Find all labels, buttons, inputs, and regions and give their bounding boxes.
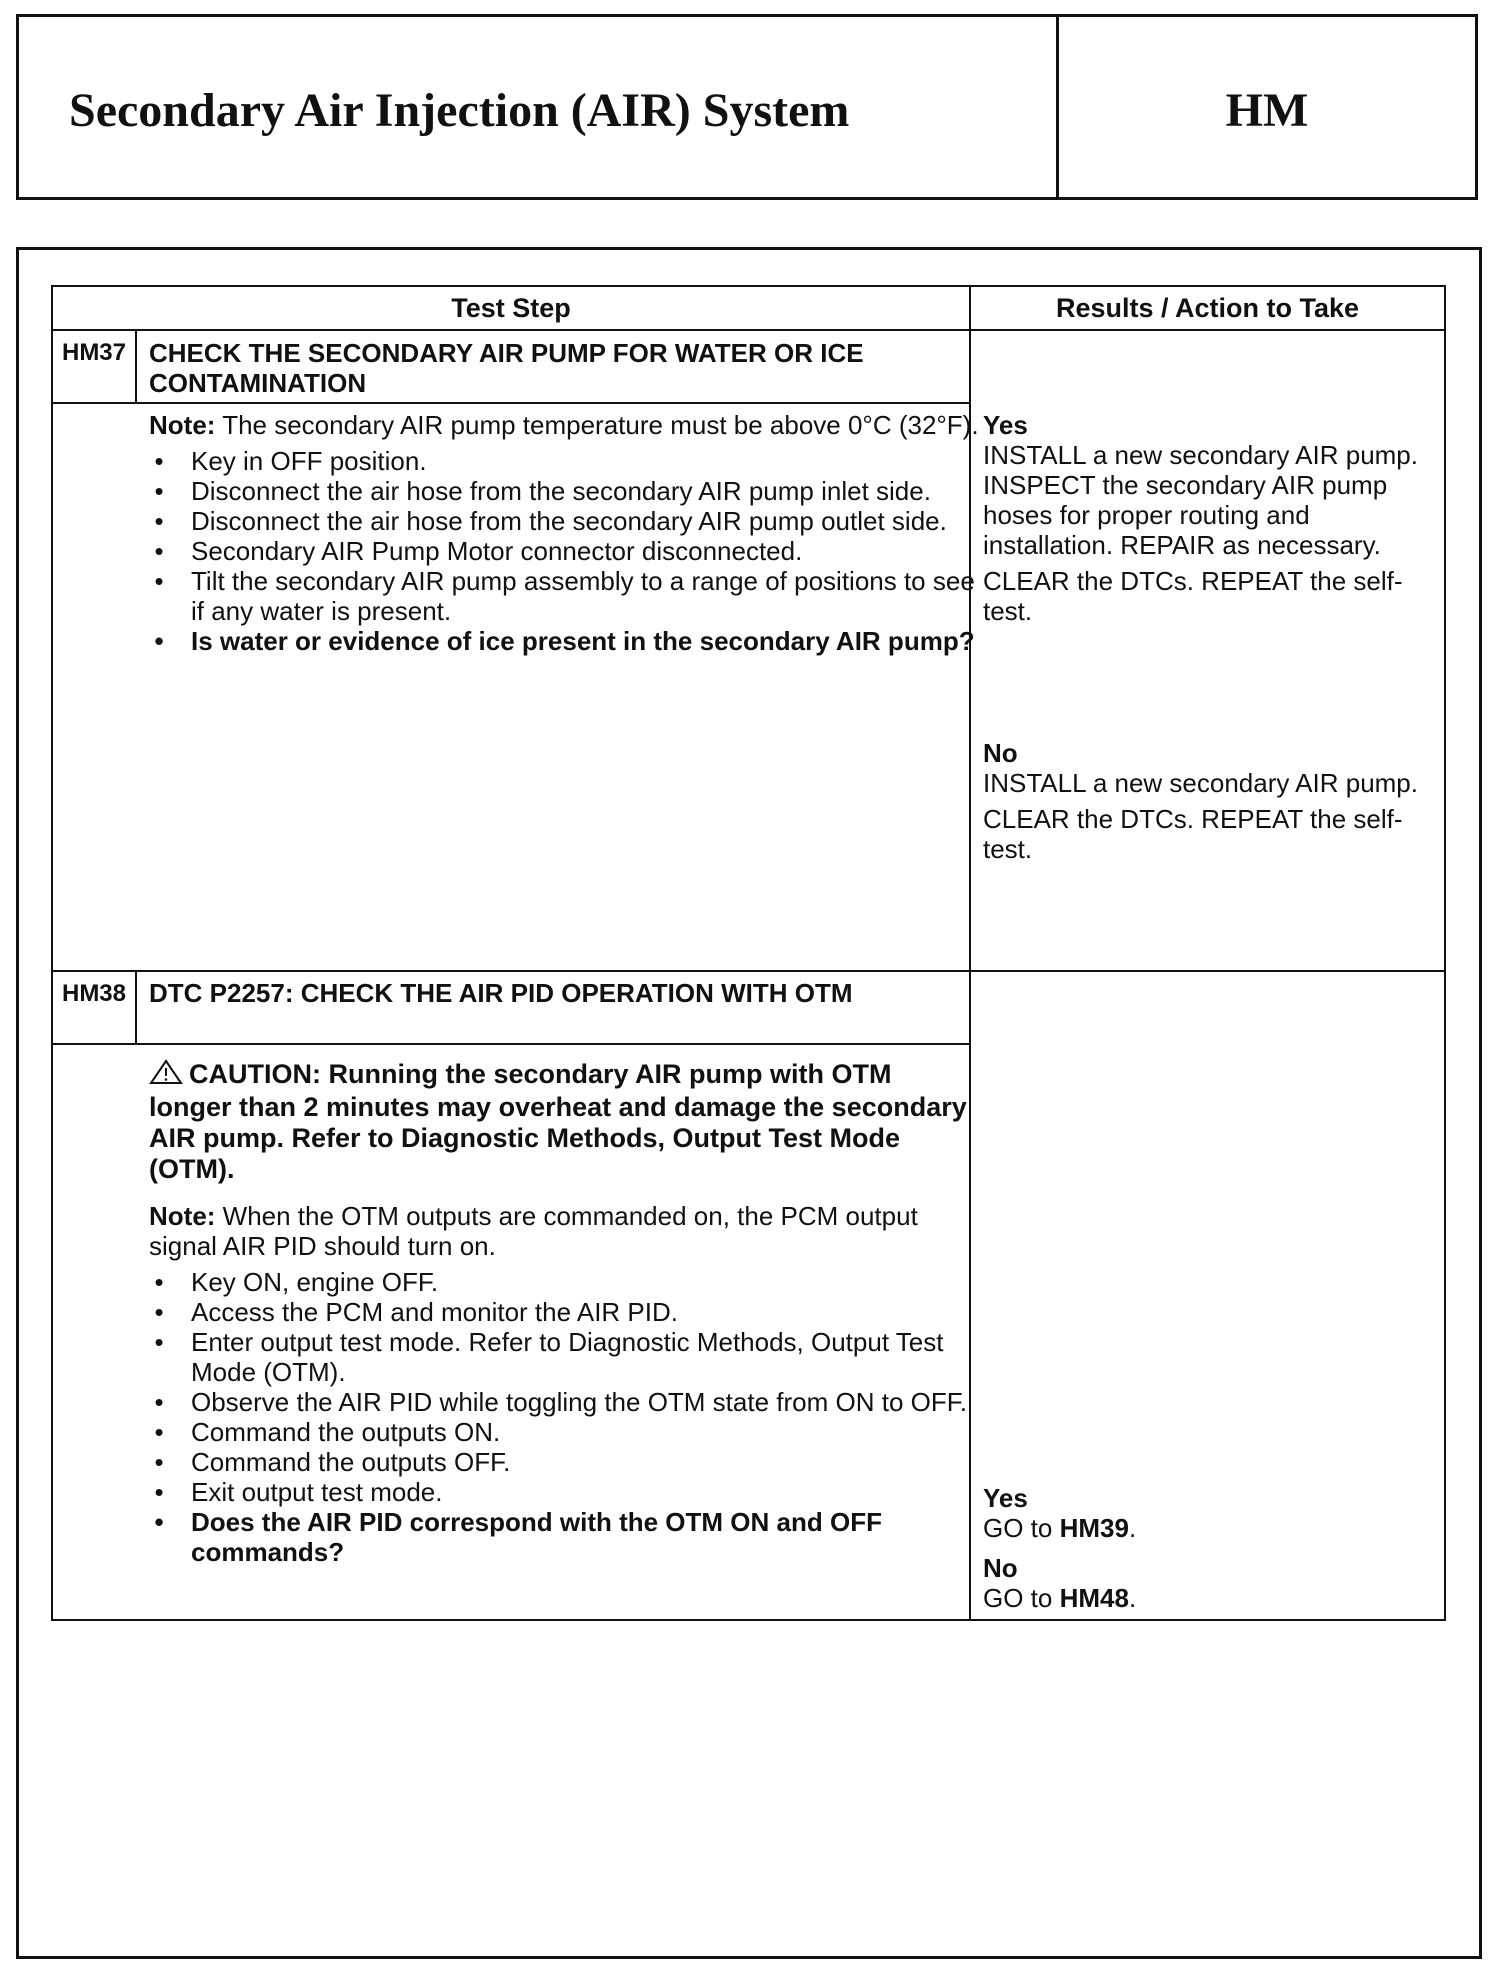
step-list xyxy=(149,1267,979,1567)
no-action: GO to HM48. xyxy=(983,1583,1137,1613)
col-header-results: Results / Action to Take xyxy=(1055,293,1360,323)
step-body xyxy=(149,1059,979,1567)
yes-action: GO to HM39. xyxy=(983,1513,1137,1543)
list-item: • Observe the AIR PID while toggling the OTM state from ON to OFF. xyxy=(154,1387,967,1417)
list-item: • Key in OFF position. xyxy=(154,446,427,476)
yes-label: Yes xyxy=(983,410,1028,440)
question-item: • Is water or evidence of ice present in the secondary AIR pump? xyxy=(154,626,975,656)
note xyxy=(149,1201,979,1261)
list-item: • Command the outputs ON. xyxy=(154,1417,501,1447)
no-label: No xyxy=(983,738,1018,768)
step-title: DTC P2257: CHECK THE AIR PID OPERATION WITH OTM xyxy=(149,978,853,1008)
step-id: HM37 xyxy=(61,339,127,366)
test-step-table xyxy=(51,285,1446,1621)
step-list xyxy=(149,446,979,656)
list-item: • Disconnect the air hose from the secondary AIR pump outlet side. xyxy=(154,506,947,536)
results-no xyxy=(983,1553,1443,1613)
note-text: The secondary AIR pump temperature must be above 0°C (32°F). xyxy=(215,410,979,440)
list-item: • Access the PCM and monitor the AIR PID. xyxy=(154,1297,678,1327)
id-cell-divider xyxy=(135,972,137,1044)
results-yes xyxy=(983,410,1443,632)
list-item: • Exit output test mode. xyxy=(154,1477,443,1507)
section-code: HM xyxy=(1225,84,1309,137)
no-label: No xyxy=(983,1553,1018,1583)
step-title: CHECK THE SECONDARY AIR PUMP FOR WATER OR ICE CONTAMINATION xyxy=(149,338,864,398)
step-id: HM38 xyxy=(61,980,127,1007)
caution-text: CAUTION: Running the secondary AIR pump with OTM longer than 2 minutes may overheat and damage the secondary AIR pump. Refer to Diagnostic Methods, Output Test Mode (OTM). xyxy=(149,1059,967,1184)
note-label: Note: xyxy=(149,410,216,440)
caution-block xyxy=(149,1059,979,1185)
goto-link-hm39[interactable]: HM39 xyxy=(1059,1513,1129,1543)
goto-link-hm48[interactable]: HM48 xyxy=(1059,1583,1129,1613)
list-item: • Tilt the secondary AIR pump assembly to a range of positions to see if any water is present. xyxy=(154,566,975,626)
list-item: • Key ON, engine OFF. xyxy=(154,1267,439,1297)
col-header-test-step: Test Step xyxy=(451,293,571,323)
no-action: INSTALL a new secondary AIR pump. xyxy=(983,768,1418,798)
yes-label: Yes xyxy=(983,1483,1028,1513)
header-underline xyxy=(53,329,1444,331)
results-no xyxy=(983,738,1443,870)
note-text: When the OTM outputs are commanded on, the PCM output signal AIR PID should turn on. xyxy=(149,1201,918,1261)
title-underline xyxy=(53,1043,971,1045)
yes-action: INSTALL a new secondary AIR pump. INSPECT the secondary AIR pump hoses for proper routing and installation. REPAIR as necessary. xyxy=(983,440,1418,560)
section-title: Secondary Air Injection (AIR) System xyxy=(69,84,850,137)
note xyxy=(149,410,979,440)
list-item: • Secondary AIR Pump Motor connector disconnected. xyxy=(154,536,803,566)
list-item: • Enter output test mode. Refer to Diagnostic Methods, Output Test Mode (OTM). xyxy=(154,1327,944,1387)
note-label: Note: xyxy=(149,1201,216,1231)
id-cell-divider xyxy=(135,331,137,403)
title-underline xyxy=(53,402,971,404)
list-item: • Command the outputs OFF. xyxy=(154,1447,511,1477)
list-item: • Disconnect the air hose from the secondary AIR pump inlet side. xyxy=(154,476,931,506)
step-body xyxy=(149,410,979,656)
yes-action-2: CLEAR the DTCs. REPEAT the self-test. xyxy=(983,566,1403,626)
warning-triangle-icon xyxy=(149,1059,183,1092)
row-separator xyxy=(53,970,1444,972)
page-header xyxy=(16,14,1478,200)
question-item: • Does the AIR PID correspond with the OTM ON and OFF commands? xyxy=(154,1507,882,1567)
no-action-2: CLEAR the DTCs. REPEAT the self-test. xyxy=(983,804,1403,864)
results-yes xyxy=(983,1483,1443,1543)
